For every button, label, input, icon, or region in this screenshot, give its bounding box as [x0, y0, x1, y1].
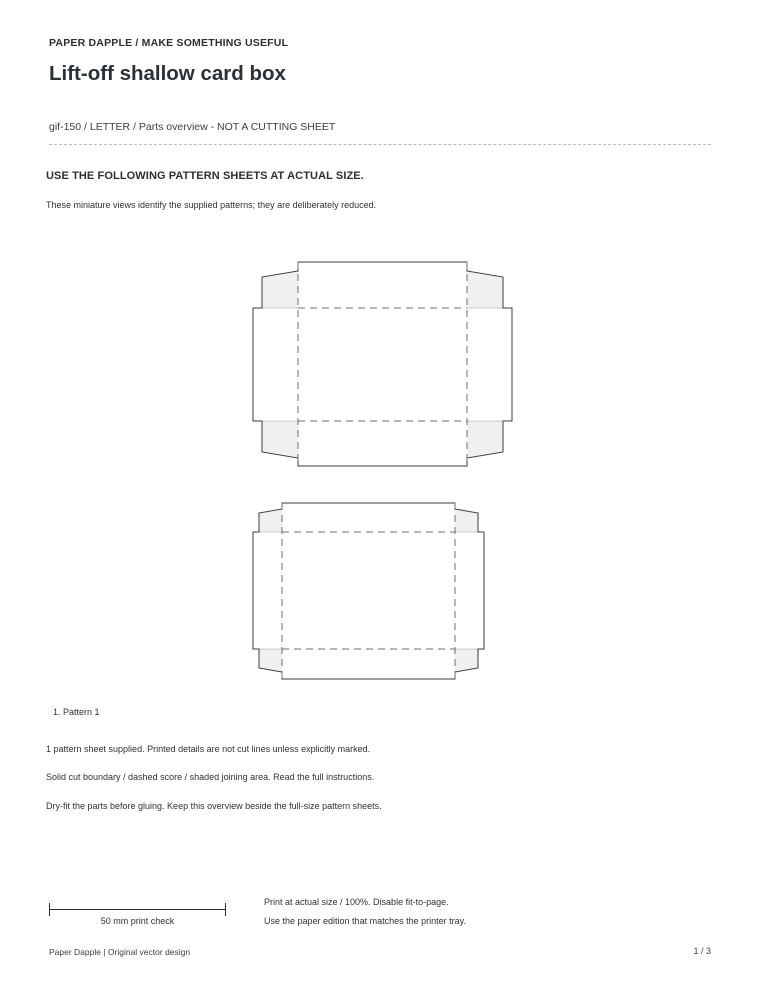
note-sheets: 1 pattern sheet supplied. Printed details are not cut lines unless explicitly marked. [46, 744, 371, 754]
page-number: 1 / 3 [693, 946, 711, 956]
footer-credit: Paper Dapple | Original vector design [49, 947, 191, 957]
scale-bar-tick-end [225, 903, 226, 916]
print-check-scale-bar [49, 903, 226, 917]
note-legend: Solid cut boundary / dashed score / shaded joining area. Read the full instructions. [46, 772, 375, 782]
instructions-intro: These miniature views identify the supplied patterns; they are deliberately reduced. [46, 200, 377, 210]
figure-caption: 1. Pattern 1 [53, 707, 100, 717]
tab-join-line [259, 532, 478, 649]
scale-bar-tick-start [49, 903, 50, 916]
cut-outline [253, 503, 484, 679]
scale-bar-line [49, 909, 226, 910]
instructions-heading: USE THE FOLLOWING PATTERN SHEETS AT ACTUAL SIZE. [46, 170, 364, 182]
scale-bar-label: 50 mm print check [100, 916, 175, 926]
pattern-piece-lid [253, 262, 512, 466]
print-note-actual-size: Print at actual size / 100%. Disable fit-to-page. [264, 897, 449, 907]
document-meta: gif-150 / LETTER / Parts overview - NOT A CUTTING SHEET [49, 121, 336, 133]
brand-line: PAPER DAPPLE / MAKE SOMETHING USEFUL [49, 37, 289, 49]
page-title: Lift-off shallow card box [49, 62, 286, 85]
print-note-paper-edition: Use the paper edition that matches the printer tray. [264, 916, 466, 926]
note-dry-fit: Dry-fit the parts before gluing. Keep this overview beside the full-size pattern sheets. [46, 801, 382, 811]
pattern-piece-base [253, 503, 484, 679]
